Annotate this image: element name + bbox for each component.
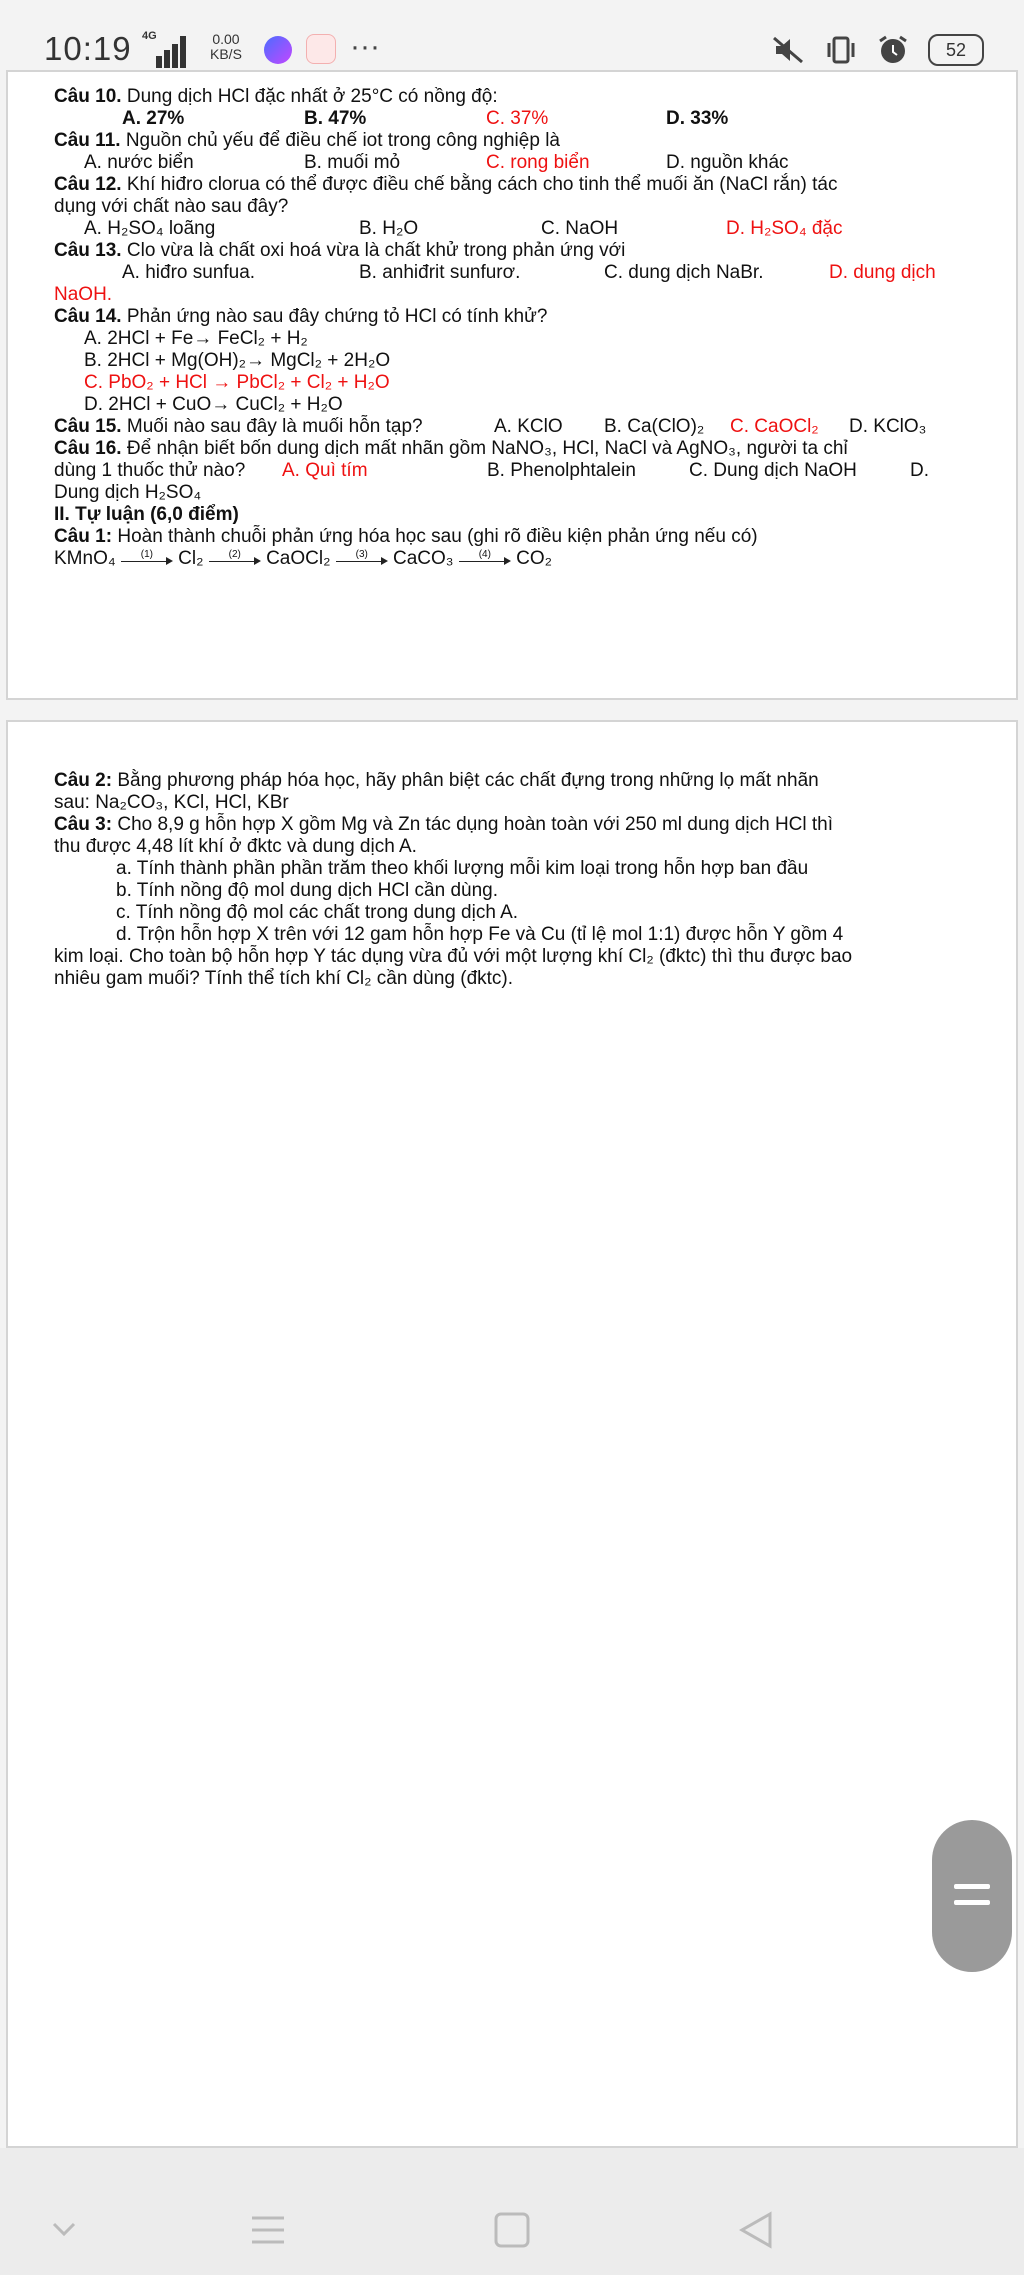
- network-speed: 0.00 KB/S: [210, 31, 242, 62]
- question-12-cont: dụng với chất nào sau đây?: [54, 196, 289, 217]
- document-page-1: [6, 70, 1018, 700]
- notification-app-icon: [306, 34, 336, 64]
- essay-question-3-cont: thu được 4,48 lít khí ở đktc và dung dịch A.: [54, 836, 417, 857]
- signal-icon: [142, 32, 192, 68]
- battery-icon: 52: [928, 34, 984, 66]
- essay-question-3-d: d. Trộn hỗn hợp X trên với 12 gam hỗn hợp Fe và Cu (tỉ lệ mol 1:1) được hỗn Y gồm 4: [116, 924, 844, 945]
- question-11: Câu 11. Nguồn chủ yếu để điều chế iot trong công nghiệp là: [54, 130, 560, 151]
- question-15: Câu 15. Muối nào sau đây là muối hỗn tạp? A. KClO B. Ca(ClO)₂ C. CaOCl₂ D. KClO₃: [54, 416, 927, 437]
- question-13: Câu 13. Clo vừa là chất oxi hoá vừa là chất khử trong phản ứng với: [54, 240, 626, 261]
- question-13-options: A. hiđro sunfua. B. anhiđrit sunfurơ. C. dung dịch NaBr. D. dung dịch: [122, 262, 936, 283]
- more-notifications: ···: [350, 30, 380, 63]
- question-13-cont: NaOH.: [54, 284, 113, 305]
- alarm-icon: [876, 34, 910, 66]
- reaction-chain: KMnO₄ (1) Cl₂ (2) CaOCl₂ (3) CaCO₃ (4) CO₂: [54, 548, 552, 569]
- essay-question-3-a: a. Tính thành phần phần trăm theo khối lượng mỗi kim loại trong hỗn hợp ban đầu: [116, 858, 809, 879]
- document-text-1: [54, 86, 984, 570]
- menu-icon[interactable]: [246, 2208, 290, 2252]
- question-12-options: A. H₂SO₄ loãng B. H₂O C. NaOH D. H₂SO₄ đặc: [84, 218, 843, 239]
- question-10: Câu 10. Dung dịch HCl đặc nhất ở 25°C có nồng độ:: [54, 86, 498, 107]
- document-page-2: [6, 720, 1018, 2148]
- scroll-handle[interactable]: [932, 1820, 1012, 1972]
- chevron-down-icon[interactable]: [42, 2208, 86, 2252]
- question-14-d: D. 2HCl + CuO→ CuCl₂ + H₂O: [84, 394, 343, 415]
- section-heading: II. Tự luận (6,0 điểm): [54, 504, 239, 525]
- back-triangle-icon[interactable]: [734, 2208, 778, 2252]
- reaction-arrow: (3): [336, 552, 388, 566]
- essay-question-2: Câu 2: Bằng phương pháp hóa học, hãy phân biệt các chất đựng trong những lọ mất nhãn: [54, 770, 819, 791]
- question-14-c: C. PbO₂ + HCl → PbCl₂ + Cl₂ + H₂O: [84, 372, 390, 393]
- question-14: Câu 14. Phản ứng nào sau đây chứng tỏ HCl có tính khử?: [54, 306, 548, 327]
- navigation-bar: [0, 2148, 1024, 2275]
- question-16-options: dùng 1 thuốc thử nào? A. Quì tím B. Phenolphtalein C. Dung dịch NaOH D.: [54, 460, 929, 481]
- question-14-b: B. 2HCl + Mg(OH)₂→ MgCl₂ + 2H₂O: [84, 350, 391, 371]
- essay-question-3: Câu 3: Cho 8,9 g hỗn hợp X gồm Mg và Zn tác dụng hoàn toàn với 250 ml dung dịch HCl thì: [54, 814, 834, 835]
- reaction-arrow: (1): [121, 552, 173, 566]
- question-16: Câu 16. Để nhận biết bốn dung dịch mất nhãn gồm NaNO₃, HCl, NaCl và AgNO₃, người ta chỉ: [54, 438, 848, 459]
- vibrate-icon: [824, 34, 858, 66]
- question-14-a: A. 2HCl + Fe→ FeCl₂ + H₂: [84, 328, 308, 349]
- reaction-arrow: (2): [209, 552, 261, 566]
- question-11-options: A. nước biển B. muối mỏ C. rong biển D. nguồn khác: [84, 152, 789, 173]
- home-square-icon[interactable]: [490, 2208, 534, 2252]
- essay-question-3-b: b. Tính nồng độ mol dung dịch HCl cần dùng.: [116, 880, 499, 901]
- essay-question-2-cont: sau: Na₂CO₃, KCl, HCl, KBr: [54, 792, 289, 813]
- essay-question-3-d-cont: nhiêu gam muối? Tính thể tích khí Cl₂ cần dùng (đktc).: [54, 968, 514, 989]
- reaction-arrow: (4): [459, 552, 511, 566]
- question-10-options: A. 27% B. 47% C. 37% D. 33%: [122, 108, 729, 129]
- clock: 10:19: [44, 30, 132, 67]
- mute-icon: [772, 34, 806, 66]
- question-16-cont: Dung dịch H₂SO₄: [54, 482, 202, 503]
- essay-question-1: Câu 1: Hoàn thành chuỗi phản ứng hóa học sau (ghi rõ điều kiện phản ứng nếu có): [54, 526, 758, 547]
- essay-question-3-d-cont: kim loại. Cho toàn bộ hỗn hợp Y tác dụng vừa đủ với một lượng khí Cl₂ (đktc) thì thu được bao: [54, 946, 853, 967]
- network-type: 4G: [142, 30, 157, 42]
- document-text-2: [54, 770, 984, 990]
- question-12: Câu 12. Khí hiđro clorua có thể được điều chế bằng cách cho tinh thể muối ăn (NaCl rắn) tác: [54, 174, 838, 195]
- essay-question-3-c: c. Tính nồng độ mol các chất trong dung dịch A.: [116, 902, 519, 923]
- messenger-icon: [264, 36, 292, 64]
